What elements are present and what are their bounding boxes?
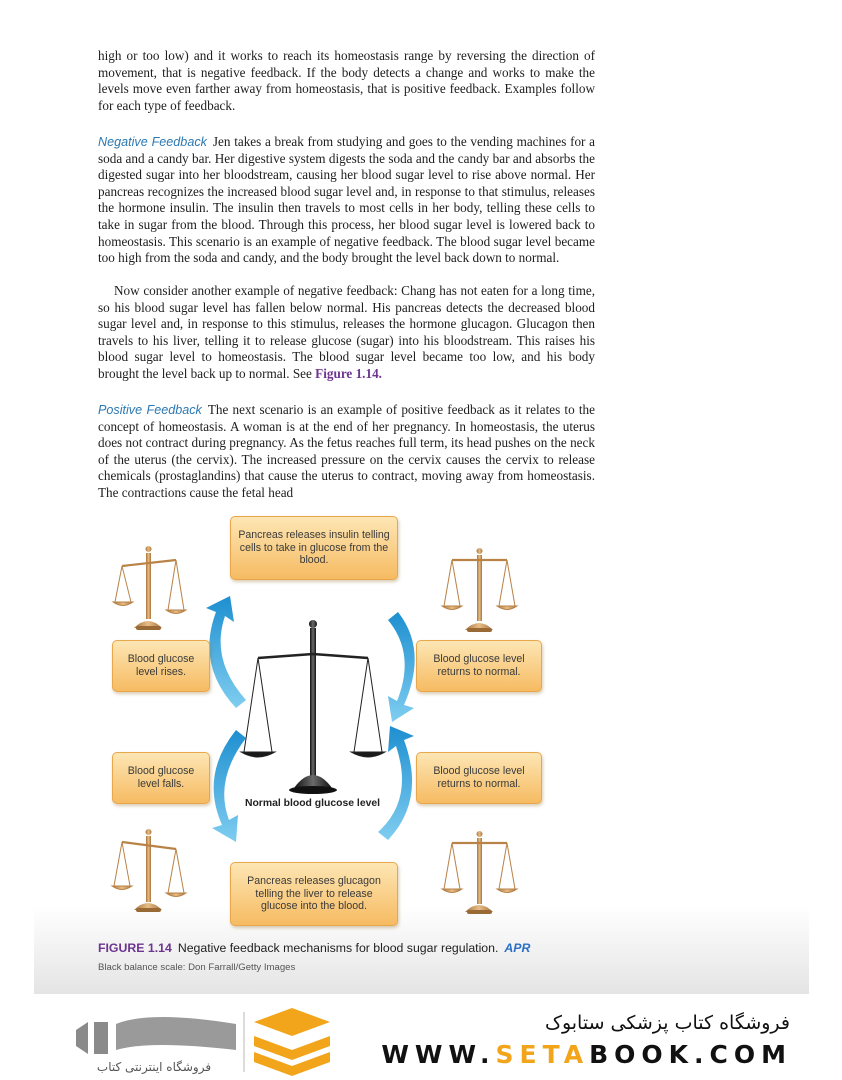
paragraph-negative-text: Jen takes a break from studying and goes to the vending machines for a soda and a candy bar. Her digestive system digests the soda and the candy bar and absorbs the digested sugar into her bloodstream, causing her blood sugar level to rise above normal. Her pancreas recognizes the increased blood sugar level and, in response to that stimulus, releases the hormone insulin. The insulin then travels to most cells in her body, telling these cells to take in sugar from the blood. Through this process, her blood sugar level is lowered back to homeostasis. This scenario is an example of negative feedback. The blood sugar level became too high from the soda and candy, and the body brought the level back down to normal. — [98, 134, 595, 266]
box-returns-normal-top — [416, 640, 542, 692]
box-pancreas-insulin — [230, 516, 398, 580]
figure-caption — [98, 941, 718, 955]
scale-icon-bottom-left — [112, 829, 186, 912]
figure-caption-text: Negative feedback mechanisms for blood sugar regulation. — [177, 941, 499, 955]
box-pancreas-glucagon — [230, 862, 398, 926]
image-credit: Black balance scale: Don Farrall/Getty Images — [98, 962, 296, 973]
paragraph-intro-text: high or too low) and it works to reach its homeostasis range by reversing the direction of movement, that is negative feedback. If the body detects a change and works to make the levels move even farther away from homeostasis, that is positive feedback. Examples follow for each type of feedback. — [98, 48, 595, 113]
scale-icon-bottom-right — [442, 831, 517, 914]
figure-caption-label: FIGURE 1.14 — [98, 941, 172, 955]
arrow-icon-down-right — [388, 612, 415, 722]
paragraph-positive-text: The next scenario is an example of positive feedback as it relates to the concept of homeostasis. A woman is at the end of her pregnancy. In homeostasis, the uterus does not contract during pregnancy. As the fetus reaches full term, its head pushes on the neck of the uterus (the cervix). The increased pressure on the cervix causes the cervix to release chemicals (prostaglandins) that cause the uterus to contract, moving away from homeostasis. The contractions cause the fetal head — [98, 402, 596, 500]
box-pancreas-glucagon-text: Pancreas releases glucagon telling the liver to release glucose into the blood. — [247, 875, 381, 913]
arrow-icon-up-left — [206, 596, 246, 708]
box-returns-normal-bottom — [416, 752, 542, 804]
paragraph-glucagon-text: Now consider another example of negative feedback: Chang has not eaten for a long time, so his blood sugar level has fallen below normal. His pancreas detects the decreased blood sugar level and, in response to this stimulus, releases the hormone glucagon. Glucagon then travels to his liver, telling it to release glucose (sugar) into his bloodstream. This raises his blood sugar level to homeostasis. The blood sugar level became too low, and his body brought the level back up to normal. See — [98, 283, 595, 381]
figure-reference-link[interactable]: Figure 1.14. — [315, 365, 382, 381]
scale-icon-top-left — [113, 546, 186, 630]
store-url[interactable] — [381, 1040, 792, 1069]
heading-negative-feedback: Negative Feedback — [98, 135, 207, 149]
arrow-icon-down-left — [212, 730, 246, 842]
store-url-end: BOOK.COM — [589, 1040, 792, 1069]
box-returns-normal-bottom-text: Blood glucose level returns to normal. — [433, 765, 525, 790]
store-url-start: WWW. — [381, 1040, 496, 1069]
apr-badge-icon[interactable]: APR — [504, 941, 531, 955]
box-glucose-rises — [112, 640, 210, 692]
box-glucose-falls-text: Blood glucose level falls. — [127, 765, 195, 790]
box-returns-normal-top-text: Blood glucose level returns to normal. — [433, 653, 525, 678]
box-glucose-falls — [112, 752, 210, 804]
heading-positive-feedback: Positive Feedback — [98, 403, 202, 417]
black-balance-scale-icon — [241, 620, 385, 794]
store-name: فروشگاه کتاب پزشکی ستابوک — [544, 1012, 790, 1034]
center-scale-label: Normal blood glucose level — [244, 798, 381, 809]
scale-icon-top-right — [442, 548, 517, 632]
arrow-icon-up-right — [378, 726, 414, 840]
logo-caption: فروشگاه اینترنتی کتاب — [96, 1060, 212, 1074]
box-pancreas-insulin-text: Pancreas releases insulin telling cells to take in glucose from the blood. — [238, 529, 390, 567]
box-glucose-rises-text: Blood glucose level rises. — [127, 653, 195, 678]
store-url-mid: SETA — [495, 1040, 590, 1069]
